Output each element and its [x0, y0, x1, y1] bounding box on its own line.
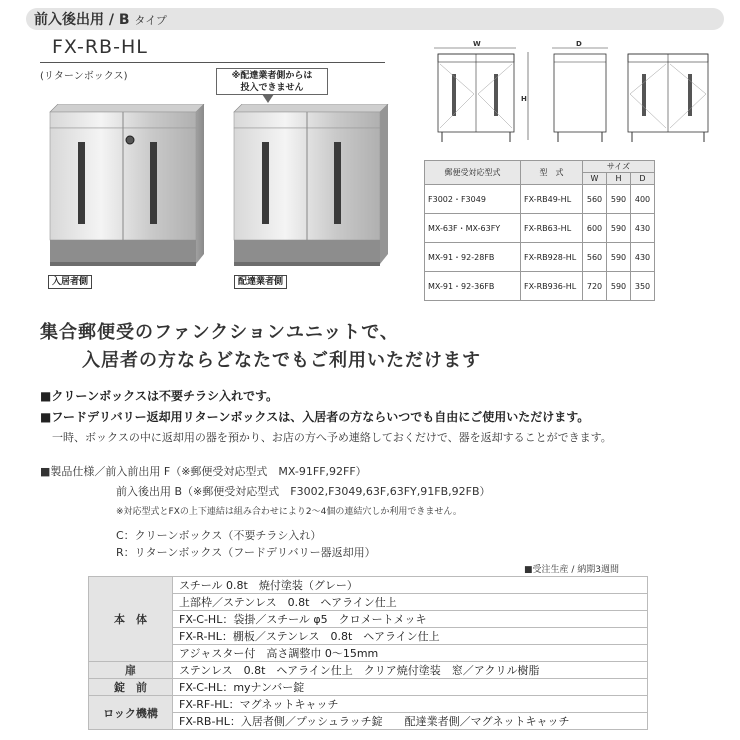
cell-compat: MX-91・92-36FB: [425, 272, 521, 301]
dim-h-label: H: [521, 95, 527, 103]
model-number: FX-RB-HL: [52, 36, 148, 58]
size-spec-table: [424, 160, 655, 301]
cell-d: 350: [631, 272, 655, 301]
cabinet-resident-image: [46, 104, 206, 276]
door-spec-value: ステンレス 0.8t ヘアライン仕上 クリア焼付塗装 窓／アクリル樹脂: [173, 662, 648, 679]
cabinet-resident-label: 入居者側: [48, 275, 92, 289]
cell-w: 600: [583, 214, 607, 243]
header-title: [34, 9, 167, 29]
cell-type: FX-RB936-HL: [521, 272, 583, 301]
table-row: [425, 185, 655, 214]
cell-w: 720: [583, 272, 607, 301]
lock-spec-value: FX-C-HL：myナンバー錠: [173, 679, 648, 696]
product-spec-note: ※対応型式とFXの上下連結は組み合わせにより2～4個の連結穴しか利用できません。: [116, 507, 462, 517]
product-spec-r: R：リターンボックス（フードデリバリー器返却用）: [116, 546, 376, 559]
body-spec-value: 上部枠／ステンレス 0.8t ヘアライン仕上: [173, 594, 648, 611]
product-spec-front: ■製品仕様／前入前出用 F（※郵便受対応型式 MX-91FF,92FF）: [40, 465, 367, 478]
height-dimension-line: [522, 50, 534, 142]
cabinet-delivery-label: 配達業者側: [234, 275, 287, 289]
body-spec-table: [88, 576, 648, 730]
header-h: H: [607, 173, 631, 185]
cell-compat: F3002・F3049: [425, 185, 521, 214]
table-row: [425, 214, 655, 243]
body-spec-value: アジャスター付 高さ調整巾 0～15mm: [173, 645, 648, 662]
cell-type: FX-RB49-HL: [521, 185, 583, 214]
table-row: [89, 611, 648, 628]
front-view-drawing: [430, 46, 520, 146]
cell-w: 560: [583, 185, 607, 214]
bullet-note: 一時、ボックスの中に返却用の器を預かり、お店の方へ予め連絡しておくだけで、器を返却することができます。: [52, 431, 612, 444]
header-type-suffix: タイプ: [134, 14, 167, 27]
header-model-compat: 郵便受対応型式: [425, 161, 521, 185]
body-spec-value: スチール 0.8t 焼付塗装（グレー）: [173, 577, 648, 594]
header-size: サイズ: [583, 161, 655, 173]
table-row: [425, 272, 655, 301]
cell-type: FX-RB63-HL: [521, 214, 583, 243]
table-row: [425, 243, 655, 272]
cell-h: 590: [607, 243, 631, 272]
cell-h: 590: [607, 272, 631, 301]
table-row: [89, 594, 648, 611]
lock-mechanism-value: FX-RB-HL：入居者側／プッシュラッチ錠 配達業者側／マグネットキャッチ: [173, 713, 648, 730]
table-row: [89, 645, 648, 662]
back-view-drawing: [622, 46, 714, 146]
cell-type: FX-RB928-HL: [521, 243, 583, 272]
label-lock-mechanism: ロック機構: [89, 696, 173, 730]
table-row: [89, 662, 648, 679]
size-table-header-row: [425, 161, 655, 173]
callout-line1: ※配達業者側からは: [231, 71, 313, 81]
dim-w-label: W: [473, 40, 481, 48]
model-subtitle: (リターンボックス): [40, 71, 128, 82]
body-spec-value: FX-C-HL：袋掛／スチール φ5 クロメートメッキ: [173, 611, 648, 628]
side-view-drawing: [548, 46, 612, 146]
callout-tail: [262, 94, 274, 103]
callout-note: [216, 68, 328, 95]
table-row: [89, 628, 648, 645]
body-spec-value: FX-R-HL：棚板／ステンレス 0.8t ヘアライン仕上: [173, 628, 648, 645]
table-row: [89, 713, 648, 730]
product-spec-back: 前入後出用 B（※郵便受対応型式 F3002,F3049,63F,63FY,91FB,92FB）: [116, 485, 491, 498]
label-door: 扉: [89, 662, 173, 679]
cell-h: 590: [607, 185, 631, 214]
table-row: [89, 577, 648, 594]
dim-d-label: D: [576, 40, 582, 48]
table-row: [89, 679, 648, 696]
callout-line2: 投入できません: [240, 83, 304, 93]
header-d: D: [631, 173, 655, 185]
lock-mechanism-value: FX-RF-HL：マグネットキャッチ: [173, 696, 648, 713]
order-note: ■受注生産 / 納期3週間: [524, 565, 619, 575]
cell-d: 430: [631, 243, 655, 272]
headline-line2: 入居者の方ならどなたでもご利用いただけます: [82, 350, 481, 371]
header-title-text: 前入後出用 / B: [34, 12, 130, 28]
cell-compat: MX-91・92-28FB: [425, 243, 521, 272]
header-type: 型 式: [521, 161, 583, 185]
cell-w: 560: [583, 243, 607, 272]
header-w: W: [583, 173, 607, 185]
label-lock: 錠 前: [89, 679, 173, 696]
cell-compat: MX-63F・MX-63FY: [425, 214, 521, 243]
bullet-return-box: ■フードデリバリー返却用リターンボックスは、入居者の方ならいつでも自由にご使用いただけます。: [40, 410, 590, 424]
bullet-clean-box: ■クリーンボックスは不要チラシ入れです。: [40, 389, 279, 403]
model-divider: [40, 62, 385, 63]
cell-h: 590: [607, 214, 631, 243]
headline-line1: 集合郵便受のファンクションユニットで、: [40, 322, 399, 343]
label-body: 本 体: [89, 577, 173, 662]
cabinet-delivery-image: [230, 104, 390, 276]
cell-d: 430: [631, 214, 655, 243]
cell-d: 400: [631, 185, 655, 214]
product-spec-c: C：クリーンボックス（不要チラシ入れ）: [116, 529, 322, 542]
table-row: [89, 696, 648, 713]
